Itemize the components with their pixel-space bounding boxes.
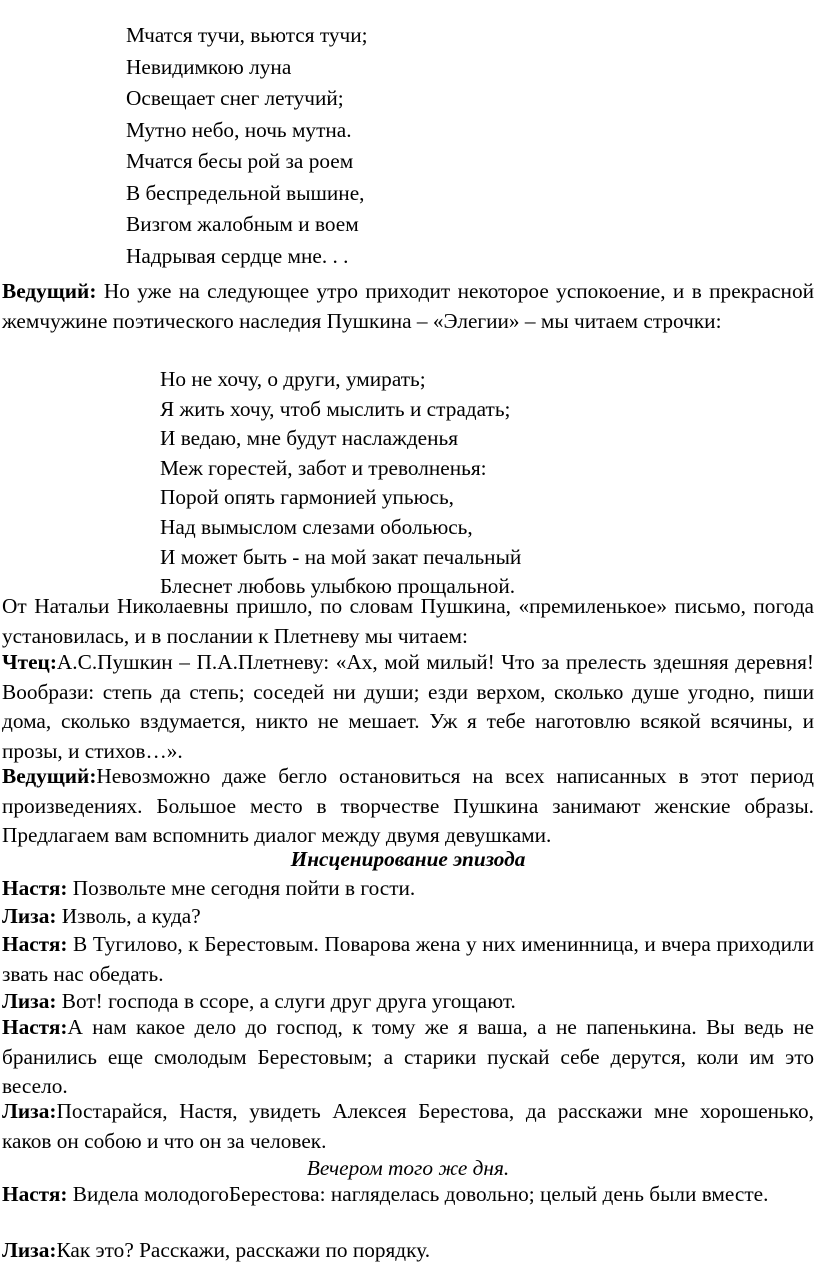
dialogue-text: В Тугилово, к Берестовым. Поварова жена у них именинница, и вчера приходили звать нас обедать. xyxy=(2,932,814,986)
scene-subtitle: Вечером того же дня. xyxy=(306,1156,510,1180)
verse-line: Блеснет любовь улыбкою прощальной. xyxy=(160,574,516,599)
dialogue-line xyxy=(2,1097,814,1156)
poem-besy xyxy=(126,21,368,273)
speaker-label: Лиза: xyxy=(2,904,57,928)
host-paragraph-images xyxy=(2,762,814,851)
dialogue-text: А нам какое дело до господ, к тому же я ваша, а не папенькина. Вы ведь не бранились еще смолодым Берестовым; а старики пускай себе дерутся, коли им это весело. xyxy=(2,1015,814,1098)
verse-line: Но не хочу, о други, умирать; xyxy=(160,367,426,391)
dialogue-text: Вот! господа в ссоре, а слуги друг друга угощают. xyxy=(56,989,516,1013)
speaker-label: Ведущий: xyxy=(2,279,97,303)
verse-line: И может быть - на мой закат печальный xyxy=(160,544,522,569)
verse-line: Мчатся тучи, вьются тучи; xyxy=(126,23,368,47)
speaker-label: Настя: xyxy=(2,1182,68,1206)
paragraph-text: Невозможно даже бегло остановиться на всех написанных в этот период произведениях. Большое место в творчестве Пушкина занимают женские образы. Предлагаем вам вспомнить диалог между двумя девушками. xyxy=(2,764,814,847)
narration-paragraph xyxy=(2,592,814,651)
poem-elegy xyxy=(160,365,521,602)
dialogue-line xyxy=(2,874,415,904)
verse-line: И ведаю, мне будут наслажденья xyxy=(160,426,459,451)
verse-line: Невидимкою луна xyxy=(126,54,292,79)
paragraph-text: От Натальи Николаевны пришло, по словам Пушкина, «премиленькое» письмо, погода установилась, и в послании к Плетневу мы читаем: xyxy=(2,594,814,648)
verse-line: Визгом жалобным и воем xyxy=(126,212,359,236)
verse-line: Мутно небо, ночь мутна. xyxy=(126,117,352,142)
speaker-label: Лиза: xyxy=(2,1099,57,1123)
verse-line: Надрывая сердце мне. . . xyxy=(126,243,349,268)
scene-title: Инсценирование эпизода xyxy=(290,847,526,871)
speaker-label: Настя: xyxy=(2,932,68,956)
verse-line: Я жить хочу, чтоб мыслить и страдать; xyxy=(160,396,511,421)
speaker-label: Лиза: xyxy=(2,1238,57,1262)
verse-line: Меж горестей, забот и треволненья: xyxy=(160,455,487,480)
paragraph-text: Но уже на следующее утро приходит некоторое успокоение, и в прекрасной жемчужине поэтического наследия Пушкина – «Элегии» – мы читаем строчки: xyxy=(2,279,814,333)
dialogue-line xyxy=(2,1236,430,1266)
dialogue-line xyxy=(2,930,814,989)
reader-paragraph xyxy=(2,648,814,766)
verse-line: Освещает снег летучий; xyxy=(126,86,344,110)
verse-line: Над вымыслом слезами обольюсь, xyxy=(160,514,473,539)
verse-line: Порой опять гармонией упьюсь, xyxy=(160,485,454,510)
dialogue-line xyxy=(2,902,201,932)
dialogue-text: Постарайся, Настя, увидеть Алексея Берестова, да расскажи мне хорошенько, каков он собою и что он за человек. xyxy=(2,1099,814,1153)
dialogue-line xyxy=(2,1013,814,1102)
paragraph-text: А.С.Пушкин – П.А.Плетневу: «Ах, мой милый! Что за прелесть здешняя деревня! Вообрази: степь да степь; соседей ни души; езди верхом, сколько душе угодно, пиши дома, сколько вздумается, никто не мешает. Уж я тебе наготовлю всякой всячины, и прозы, и стихов…». xyxy=(2,650,814,763)
speaker-label: Чтец: xyxy=(2,650,57,674)
speaker-label: Лиза: xyxy=(2,989,57,1013)
speaker-label: Ведущий: xyxy=(2,764,97,788)
speaker-label: Настя: xyxy=(2,876,68,900)
verse-line: Мчатся бесы рой за роем xyxy=(126,149,354,173)
dialogue-text: Видела молодогоБерестова: нагляделась довольно; целый день были вместе. xyxy=(67,1182,769,1206)
dialogue-line xyxy=(2,1180,814,1210)
dialogue-text: Как это? Расскажи, расскажи по порядку. xyxy=(56,1238,431,1262)
verse-line: В беспредельной вышине, xyxy=(126,180,365,205)
dialogue-text: Позвольте мне сегодня пойти в гости. xyxy=(67,876,416,900)
host-paragraph-elegy xyxy=(2,277,814,336)
dialogue-text: Изволь, а куда? xyxy=(56,904,201,928)
speaker-label: Настя: xyxy=(2,1015,68,1039)
